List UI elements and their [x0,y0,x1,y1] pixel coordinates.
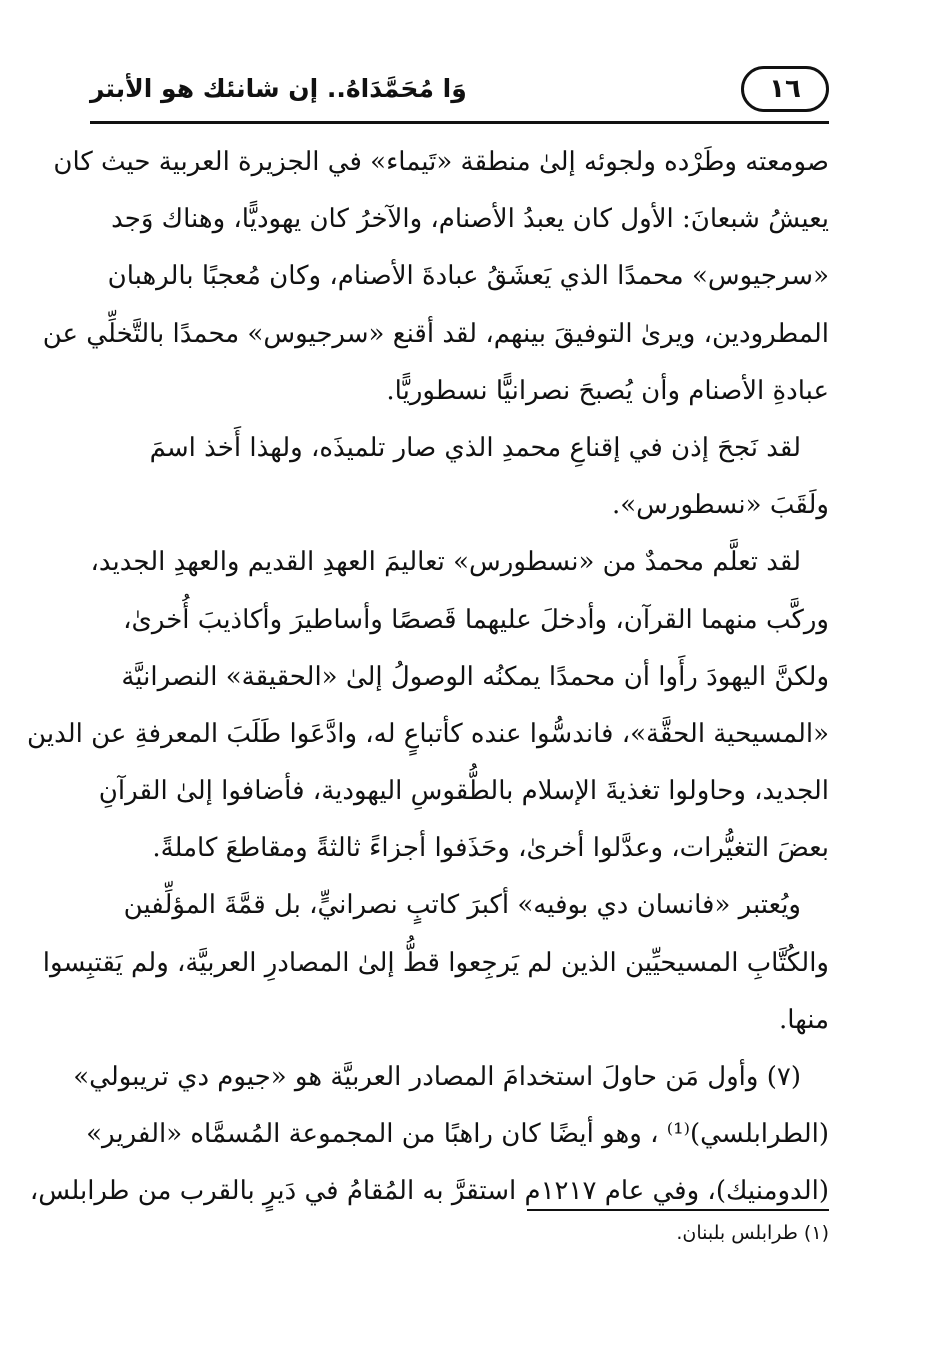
paragraph-1 [42,134,829,420]
text-line: ولكنَّ اليهودَ رأَوا أن محمدًا يمكنُه الوصولُ إلىٰ «الحقيقة» النصرانيَّة [121,661,829,692]
text-line: يعيشُ شبعانَ: الأول كان يعبدُ الأصنام، والآخرُ كان يهوديًّا، وهناك وَجد [111,204,829,235]
text-line: «سرجيوس» محمدًا الذي يَعشَقُ عبادةَ الأصنام، وكان مُعجبًا بالرهبان [107,261,829,292]
text-line: «المسيحية الحقَّة»، فاندسُّوا عنده كأتباعٍ له، وادَّعَوا طَلَبَ المعرفةِ عن الدين [27,718,829,749]
text-line: وركَّب منهما القرآن، وأدخلَ عليهما قَصصًا وأساطيرَ وأكاذيبَ أُخرىٰ، [123,604,829,635]
paragraph-3 [27,534,829,877]
text-line: بعضَ التغيُّرات، وعدَّلوا أخرىٰ، وحَذَفوا أجزاءً ثالثةً ومقاطعَ كاملةً. [152,833,829,864]
text-line: والكُتَّابِ المسيحيِّين الذين لم يَرجِعوا قطُّ إلىٰ المصادرِ العربيَّة، ولم يَقتبِسوا [42,947,829,978]
text-line: عبادةِ الأصنام وأن يُصبحَ نصرانيًّا نسطوريًّا. [386,375,829,406]
text-line: لقد نَجحَ إذن في إقناعِ محمدِ الذي صار تلميذَه، ولهذا أَخذ اسمَ [149,432,801,463]
text-line: المطرودين، ويرىٰ التوفيقَ بينهم، لقد أقنع «سرجيوس» محمدًا بالتَّخلِّي عن [42,318,829,349]
text-line: الجديد، وحاولوا تغذيةَ الإسلام بالطُّقوسِ اليهودية، فأضافوا إلىٰ القرآنِ [98,776,829,807]
text-line: (الطرابلسي)⁽¹⁾ ، وهو أيضًا كان راهبًا من المجموعة المُسمَّاه «الفرير» [86,1119,829,1150]
paragraph-2 [90,420,829,534]
text-line: (٧) وأول مَن حاولَ استخدامَ المصادر العربيَّة هو «جيوم دي تريبولي» [73,1062,801,1092]
text-line: ويُعتبر «فانسان دي بوفيه» أكبرَ كاتبٍ نصرانيٍّ، بل قمَّةَ المؤلِّفين [123,890,801,921]
text-line: لقد تعلَّم محمدٌ من «نسطورس» تعاليمَ العهدِ القديم والعهدِ الجديد، [90,547,801,578]
page-header [90,60,829,126]
footnote-rule [527,1209,829,1211]
page-number: ١٦ [741,66,829,112]
paragraph-5 [29,1049,829,1221]
text-line: منها. [779,1004,829,1035]
text-line: صومعته وطَرْده ولجوئه إلىٰ منطقة «تَيماء» في الجزيرة العربية حيث كان [53,147,829,177]
footnote: (١) طرابلس بلبنان. [676,1222,829,1244]
header-rule [90,121,829,124]
text-line: (الدومنيك)، وفي عام ١٢١٧م استقرَّ به المُقامُ في دَيرٍ بالقرب من طرابلس، [29,1176,829,1207]
running-title: وَا مُحَمَّدَاهُ.. إن شانئك هو الأبتر [90,74,467,103]
body-text [27,134,829,1221]
paragraph-4 [42,877,829,1049]
text-line: ولَقَبَ «نسطورس». [612,490,829,521]
